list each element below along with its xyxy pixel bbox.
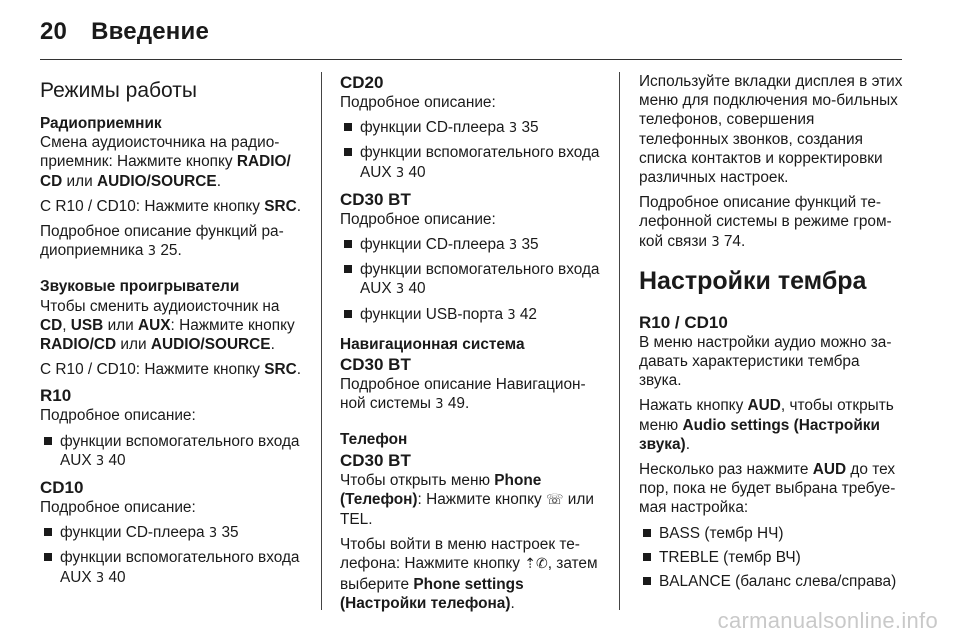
subsection-title: Звуковые проигрыватели	[40, 278, 240, 296]
paragraph: Подробное описание:	[340, 94, 496, 111]
section-title: Режимы работы	[40, 79, 197, 102]
column-3	[639, 72, 905, 597]
list-item: функции вспомогательного входа AUX 3 40	[40, 432, 308, 471]
model-title: CD30 BT	[340, 355, 411, 375]
list-item: функции вспомогательного входа AUX 3 40	[340, 143, 608, 182]
model-title: R10	[40, 386, 72, 406]
model-title: CD30 BT	[340, 450, 411, 470]
paragraph: Подробное описание:	[40, 407, 196, 425]
paragraph: Смена аудиоисточника на радио-приемник: Нажмите кнопку RADIO/ CD или AUDIO/SOURCE.	[40, 134, 291, 190]
model-title: CD10	[40, 478, 84, 498]
paragraph: Чтобы сменить аудиоисточник на CD, USB или AUX: Нажмите кнопку RADIO/CD или AUDIO/SOURCE.	[40, 297, 295, 354]
column-divider	[321, 72, 322, 610]
column-2	[340, 72, 608, 619]
list-item: функции CD-плеера 3 35	[340, 118, 608, 138]
list-item: функции вспомогательного входа AUX 3 40	[340, 260, 608, 299]
column-divider	[619, 72, 620, 610]
subsection-title: Навигационная система	[340, 335, 525, 353]
paragraph: C R10 / CD10: Нажмите кнопку SRC.	[40, 197, 301, 215]
list-item: BALANCE (баланс слева/справа)	[639, 572, 905, 591]
paragraph: Несколько раз нажмите AUD до тех пор, пока не будет выбрана требуе-мая настройка:	[639, 461, 896, 517]
page-ref-arrow: 3	[507, 307, 516, 323]
paragraph: Подробное описание:	[40, 499, 196, 517]
paragraph: Подробное описание Навигацион-ной системы 3 49.	[340, 376, 586, 413]
page-ref-arrow: 3	[395, 165, 405, 181]
page-ref-arrow: 3	[711, 234, 720, 250]
list-item: BASS (тембр НЧ)	[639, 524, 905, 543]
list-item: функции CD-плеера 3 35	[340, 235, 608, 255]
section-title: Настройки тембра	[639, 266, 867, 295]
page-ref-arrow: 3	[208, 526, 218, 542]
column-1	[40, 72, 308, 594]
paragraph: В меню настройки аудио можно за-давать характеристики тембра звука.	[639, 333, 892, 390]
page-number: 20	[40, 18, 68, 45]
bullet-list	[639, 524, 905, 592]
page-ref-arrow: 3	[395, 282, 405, 298]
page-title: Введение	[91, 18, 210, 45]
page-ref-arrow: 3	[435, 397, 444, 413]
bullet-list	[340, 118, 608, 183]
page-ref-arrow: 3	[508, 238, 518, 254]
bullet-list	[40, 432, 308, 471]
paragraph: Нажать кнопку AUD, чтобы открыть меню Audio settings (Настройки звука).	[639, 397, 894, 453]
page-ref-arrow: 3	[147, 244, 157, 260]
paragraph: Чтобы войти в меню настроек те-лефона: Нажмите кнопку ⇡✆, затем выберите Phone settings (Настройки телефона).	[340, 536, 598, 612]
paragraph: Чтобы открыть меню Phone (Телефон): Нажмите кнопку ☏ или TEL.	[340, 471, 594, 529]
model-title: CD30 BT	[340, 189, 411, 209]
paragraph: C R10 / CD10: Нажмите кнопку SRC.	[40, 361, 301, 379]
model-title: R10 / CD10	[639, 312, 728, 332]
list-item: функции CD-плеера 3 35	[40, 523, 308, 543]
page-ref-arrow: 3	[508, 121, 518, 137]
page-ref-arrow: 3	[95, 570, 105, 586]
header-rule	[40, 59, 902, 60]
list-item: TREBLE (тембр ВЧ)	[639, 548, 905, 567]
paragraph: Подробное описание:	[340, 210, 496, 228]
paragraph: Подробное описание функций те-лефонной системы в режиме гром-кой связи 3 74.	[639, 194, 892, 250]
model-title: CD20	[340, 73, 384, 92]
watermark: carmanualsonline.info	[717, 608, 938, 633]
phone-settings-icon: ⇡✆	[524, 556, 548, 573]
page-header	[40, 18, 209, 46]
list-item: функции USB-порта 3 42	[340, 305, 608, 325]
bullet-list	[40, 523, 308, 588]
phone-icon: ☏	[545, 491, 564, 508]
page-ref-arrow: 3	[95, 453, 105, 469]
subsection-title: Телефон	[340, 431, 408, 449]
bullet-list	[340, 235, 608, 325]
subsection-title: Радиоприемник	[40, 115, 162, 132]
list-item: функции вспомогательного входа AUX 3 40	[40, 548, 308, 587]
paragraph: Подробное описание функций ра-диоприемника 3 25.	[40, 223, 284, 260]
paragraph: Используйте вкладки дисплея в этих меню для подключения мо-бильных телефонов, совершения телефонных звонков, создания списка контактов и корректировки различных настроек.	[639, 73, 903, 187]
